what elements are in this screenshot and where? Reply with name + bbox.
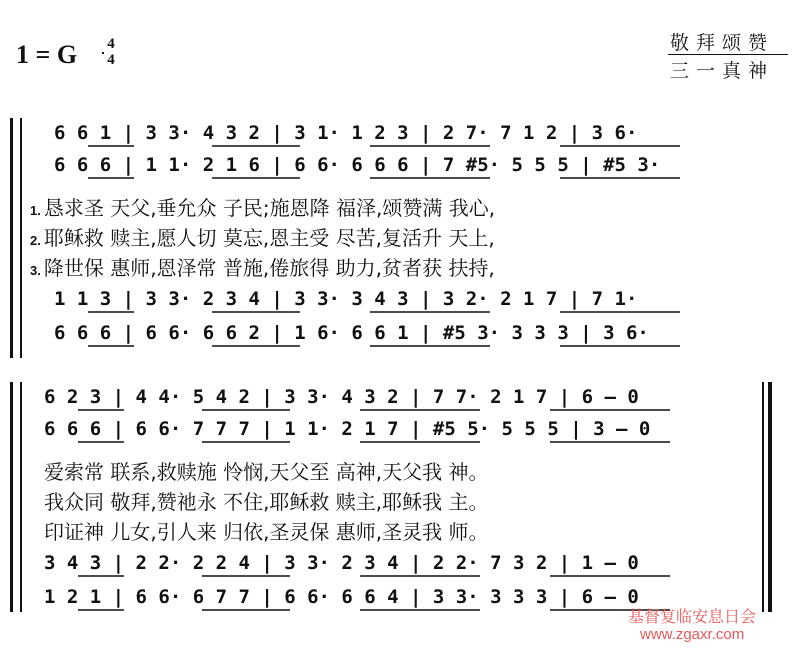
- system2-verse-3: 印证神 儿女,引人来 归依,圣灵保 惠师,圣灵我 师。: [44, 520, 489, 544]
- verse-number-3: 3.: [30, 263, 41, 278]
- time-signature-top: 4: [107, 36, 115, 52]
- verse-number-2: 2.: [30, 233, 41, 248]
- system1-bass-line: 6 6 6 | 6 6· 6 6 2 | 1 6· 6 6 1 | #5 3· 3 3 3 | 3 6·: [54, 322, 649, 344]
- system2-final-thin-bar: [762, 382, 764, 612]
- system1-brace: [10, 118, 17, 358]
- verse-2-lyrics: 耶稣救 赎主,愿人切 莫忘,恩主受 尽苦,复活升 天上,: [43, 226, 495, 250]
- verse-1-lyrics: 恳求圣 天父,垂允众 子民;施恩降 福泽,颂赞满 我心,: [43, 196, 496, 220]
- system1-left-bar: [20, 118, 22, 358]
- watermark-url: www.zgaxr.com: [640, 626, 745, 643]
- system1-verse-1: [30, 196, 495, 223]
- verse-3-lyrics: 降世保 惠师,恩泽常 普施,倦旅得 助力,贫者获 扶持,: [43, 256, 495, 280]
- system2-alto-line: 6 6 6 | 6 6· 7 7 7 | 1 1· 2 1 7 | #5 5· 5 5 5 | 3 – 0: [44, 418, 651, 440]
- time-signature-line: [102, 52, 104, 54]
- system2-tenor-line: 3 4 3 | 2 2· 2 2 4 | 3 3· 2 3 4 | 2 2· 7 3 2 | 1 – 0: [44, 552, 639, 574]
- system2-brace: [10, 382, 17, 612]
- system2-verse-1: 爱索常 联系,救赎施 怜悯,天父至 高神,天父我 神。: [44, 460, 489, 484]
- verse-number-1: 1.: [30, 203, 41, 218]
- system2-verse-2: 我众同 敬拜,赞祂永 不住,耶稣救 赎主,耶稣我 主。: [44, 490, 489, 514]
- system2-left-bar: [20, 382, 22, 612]
- system1-alto-line: 6 6 6 | 1 1· 2 1 6 | 6 6· 6 6 6 | 7 #5· 5 5 5 | #5 3·: [54, 154, 661, 176]
- hymn-subtitle: 三一真神: [670, 60, 775, 82]
- system1-verse-2: [30, 226, 495, 253]
- title-rule: [668, 54, 788, 55]
- time-signature-bottom: 4: [107, 52, 115, 68]
- key-signature: 1 = G: [16, 40, 78, 69]
- system1-tenor-line: 1 1 3 | 3 3· 2 3 4 | 3 3· 3 4 3 | 3 2· 2 1 7 | 7 1·: [54, 288, 638, 310]
- system1-soprano-line: 6 6 1 | 3 3· 4 3 2 | 3 1· 1 2 3 | 2 7· 7 1 2 | 3 6·: [54, 122, 638, 144]
- watermark-name: 基督复临安息日会: [628, 607, 757, 626]
- system2-soprano-line: 6 2 3 | 4 4· 5 4 2 | 3 3· 4 3 2 | 7 7· 2 1 7 | 6 – 0: [44, 386, 639, 408]
- system2-bass-line: 1 2 1 | 6 6· 6 7 7 | 6 6· 6 6 4 | 3 3· 3 3 3 | 6 – 0: [44, 586, 639, 608]
- system1-verse-3: [30, 256, 495, 283]
- hymn-title: 敬拜颂赞: [670, 32, 775, 54]
- time-signature: [100, 36, 122, 68]
- system2-final-thick-bar: [768, 382, 772, 612]
